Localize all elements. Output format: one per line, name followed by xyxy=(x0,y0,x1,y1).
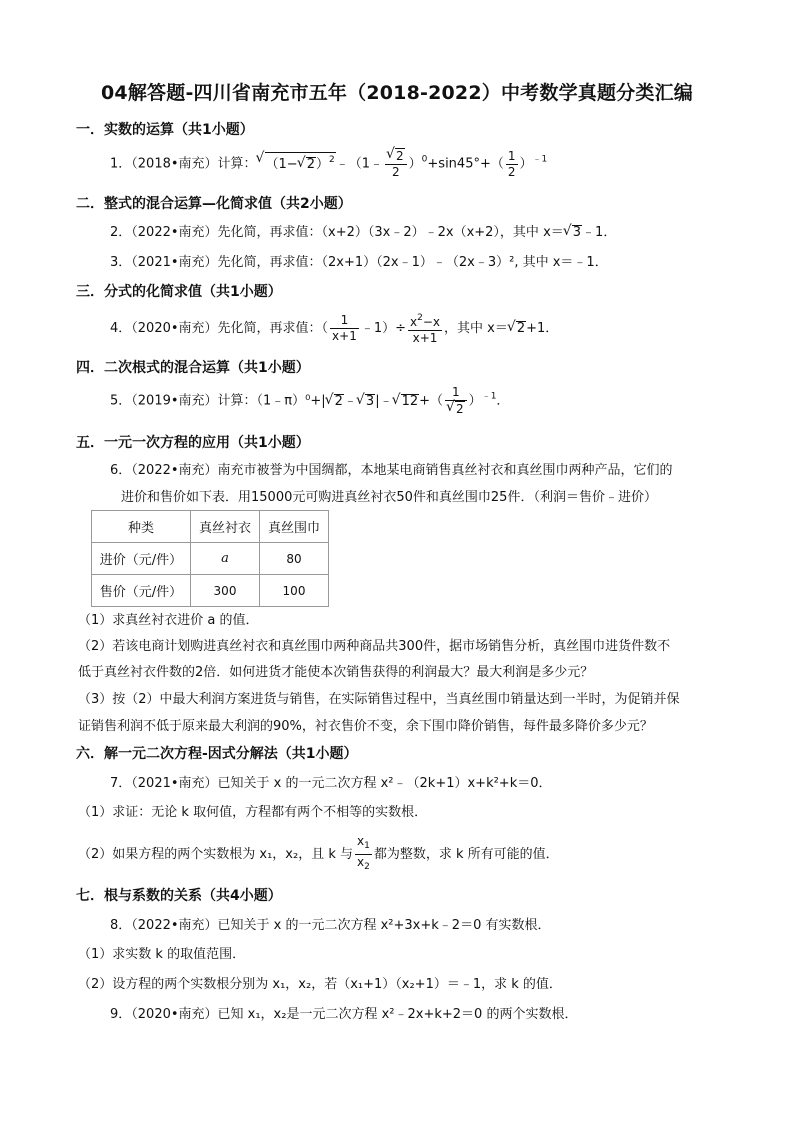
q4-fraction-2: $\frac{x^2-x}{x+1}$ xyxy=(410,313,440,345)
q2-sqrt: √ 3 xyxy=(572,225,582,240)
q1-prefix: 1．（2018•南充）计算： xyxy=(110,156,257,172)
section-heading-7: 七．根与系数的关系（共4小题） xyxy=(76,888,282,904)
q4-sqrt: √ 2 xyxy=(516,321,526,336)
question-6-line-2: 进价和售价如下表．用15000元可购进真丝衬衣50件和真丝围巾25件．（利润＝售价﹣进价） xyxy=(121,490,657,505)
table-cell: 进价（元/件） xyxy=(92,543,191,575)
question-8-line-1: 8．（2022•南充）已知关于 x 的一元二次方程 x²+3x+k﹣2＝0 有实数根． xyxy=(110,918,551,933)
section-heading-5: 五．一元一次方程的应用（共1小题） xyxy=(76,435,310,451)
price-table xyxy=(91,510,329,607)
q4-where: ，其中 x＝ xyxy=(444,321,508,336)
q1-half: $\frac{1}{2}$ xyxy=(507,148,516,179)
table-row xyxy=(92,575,329,607)
section-heading-6: 六．解一元二次方程-因式分解法（共1小题） xyxy=(76,746,358,762)
q4-mid: ﹣1）÷ xyxy=(360,321,406,336)
q7-part-2-suffix: 都为整数，求 k 所有可能的值． xyxy=(373,847,559,862)
section-heading-1: 一．实数的运算（共1小题） xyxy=(76,122,254,138)
q1-sqrt-expression: √ （1−√ 2）$^2$ xyxy=(265,152,336,172)
section-heading-3: 三．分式的化简求值（共1小题） xyxy=(76,284,282,300)
table-cell: 300 xyxy=(191,575,260,607)
q4-fraction-1: $\frac{1}{x+1}$ xyxy=(332,313,357,343)
question-6-line-1: 6．（2022•南充）南充市被誉为中国绸都，本地某电商销售真丝衬衣和真丝围巾两种产品，它们的 xyxy=(110,463,673,478)
q1-fraction: √ $\frac{2}{2}$ xyxy=(385,148,407,180)
table-header-cell: 真丝衬衣 xyxy=(191,511,260,543)
table-cell: 100 xyxy=(260,575,329,607)
table-header-cell: 真丝围巾 xyxy=(260,511,329,543)
question-9-line-1: 9．（2020•南充）已知 x₁，x₂是一元二次方程 x²﹣2x+k+2＝0 的两个实数根． xyxy=(110,1007,578,1022)
table-cell: 80 xyxy=(260,543,329,575)
q5-prefix: 5．（2019•南充）计算：（1﹣π）⁰+| xyxy=(110,393,326,409)
section-heading-2: 二．整式的混合运算—化简求值（共2小题） xyxy=(76,196,352,212)
q4-prefix: 4．（2020•南充）先化简，再求值：（ xyxy=(110,321,329,336)
question-2 xyxy=(110,221,616,240)
page-title: 04解答题-四川省南充市五年（2018-2022）中考数学真题分类汇编 xyxy=(101,82,693,104)
q4-tail: +1． xyxy=(526,321,559,336)
question-6-part-3-a: （3）按（2）中最大利润方案进货与销售，在实际销售过程中，当真丝围巾销量达到一半时，为促销并保 xyxy=(78,692,680,707)
question-7-line-1: 7．（2021•南充）已知关于 x 的一元二次方程 x²﹣（2k+1）x+k²+k＝0． xyxy=(110,776,552,791)
q7-part-2-prefix: （2）如果方程的两个实数根为 x₁，x₂，且 k 与 xyxy=(78,847,354,862)
table-header-cell: 种类 xyxy=(92,511,191,543)
q7-fraction: $\frac{x_1}{x_2}$ xyxy=(357,834,370,872)
q2-prefix: 2．（2022•南充）先化简，再求值：（x+2）（3x﹣2）﹣2x（x+2），其中 x＝ xyxy=(110,225,564,240)
question-6-part-1: （1）求真丝衬衣进价 a 的值． xyxy=(78,613,259,628)
question-5: 5．（2019•南充）计算：（1﹣π）⁰+|√ 2﹣√ 3|﹣√ 12+（ 1 √ 2 ）$^{﹣1}$． xyxy=(110,385,509,417)
question-8-part-1: （1）求实数 k 的取值范围． xyxy=(78,947,246,962)
question-4 xyxy=(110,311,558,346)
section-heading-4: 四．二次根式的混合运算（共1小题） xyxy=(76,360,310,376)
table-row xyxy=(92,543,329,575)
table-header-row xyxy=(92,511,329,543)
q5-fraction: 1 √ 2 xyxy=(445,385,467,417)
question-6-part-3-b: 证销售利润不低于原来最大利润的90%，衬衣售价不变，余下围巾降价销售，每件最多降价多少元？ xyxy=(78,719,653,734)
question-6-part-2-a: （2）若该电商计划购进真丝衬衣和真丝围巾两种商品共300件，据市场销售分析，真丝围巾进货件数不 xyxy=(78,639,671,654)
question-6-part-2-b: 低于真丝衬衣件数的2倍．如何进货才能使本次销售获得的利润最大？最大利润是多少元？ xyxy=(78,665,594,680)
question-7-part-2 xyxy=(78,834,559,875)
question-8-part-2: （2）设方程的两个实数根分别为 x₁，x₂，若（x₁+1）（x₂+1）＝﹣1，求 k 的值． xyxy=(78,977,562,992)
question-7-part-1: （1）求证：无论 k 取何值，方程都有两个不相等的实数根． xyxy=(78,805,428,820)
question-3: 3．（2021•南充）先化简，再求值：（2x+1）（2x﹣1）﹣（2x﹣3）², 其中 x＝﹣1． xyxy=(110,255,608,270)
table-cell: a xyxy=(191,543,260,575)
q1-tail: +sin45°+（ xyxy=(427,156,504,172)
question-1: 1．（2018•南充）计算：√ （1−√ 2）$^2$﹣（1﹣ √ $\frac{2}{2}$ ）$^0$+sin45°+（ $\frac{1}{2}$ ）$^{﹣1}$ xyxy=(110,148,547,180)
q5-tail: ． xyxy=(496,393,510,409)
q2-tail: ﹣1． xyxy=(582,225,617,240)
table-cell: 售价（元/件） xyxy=(92,575,191,607)
